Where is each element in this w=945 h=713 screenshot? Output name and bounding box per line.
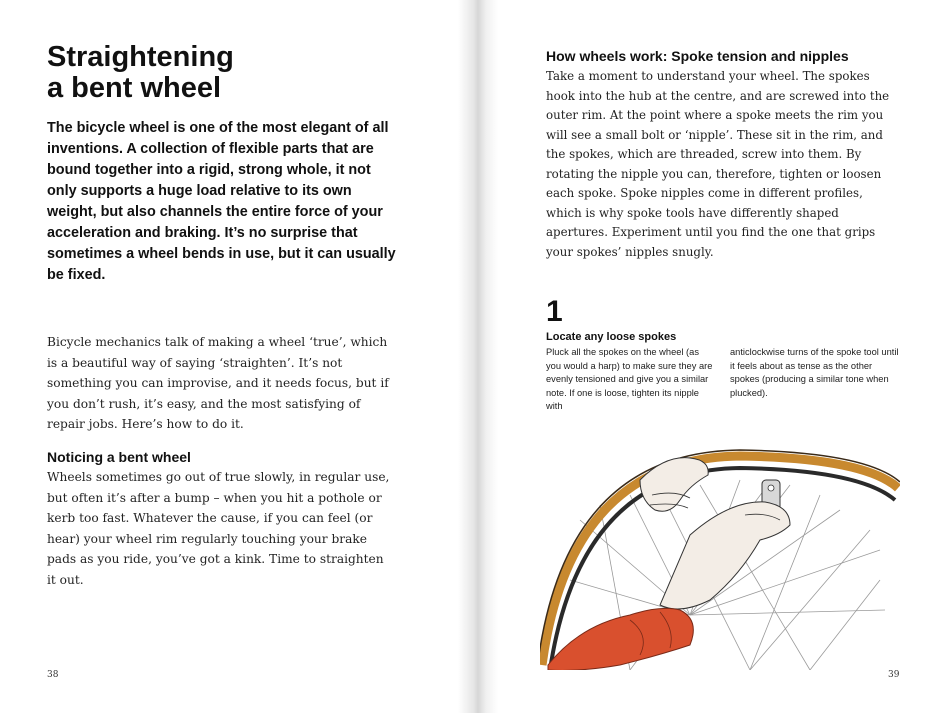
how-wheels-heading: How wheels work: Spoke tension and nipples bbox=[546, 48, 849, 64]
step-number: 1 bbox=[546, 295, 563, 328]
upper-hand bbox=[640, 458, 708, 512]
title-line-2: a bent wheel bbox=[47, 72, 222, 104]
step-text-column-1: Pluck all the spokes on the wheel (as you would a harp) to make sure they are evenly tensioned and give you a similar note. If one is loose, tighten its nipple with bbox=[546, 347, 713, 411]
step-title: Locate any loose spokes bbox=[546, 331, 677, 343]
lower-hand bbox=[660, 502, 790, 609]
red-sleeve bbox=[548, 608, 693, 670]
noticing-paragraph: Wheels sometimes go out of true slowly, in regular use, but often it’s after a bump – when you hit a pothole or kerb too fast. Whatever the cause, if you can feel (or hear) your wheel rim regularly touching your brake pads as you ride, you’ve got a kink. Time to straighten it out. bbox=[47, 470, 390, 587]
intro-paragraph: The bicycle wheel is one of the most elegant of all inventions. A collection of flexible parts that are bound together into a rigid, strong whole, it not only supports a huge load relative to its own weight, but also channels the entire force of your acceleration and braking. It’s no surprise that sometimes a wheel bends in use, but it can usually be fixed. bbox=[47, 120, 396, 283]
left-page bbox=[0, 0, 470, 713]
page-number-right: 39 bbox=[888, 670, 900, 680]
noticing-heading: Noticing a bent wheel bbox=[47, 449, 191, 465]
spine-shadow bbox=[458, 0, 498, 713]
page-number-left: 38 bbox=[47, 670, 59, 680]
how-wheels-paragraph: Take a moment to understand your wheel. The spokes hook into the hub at the centre, and are screwed into the outer rim. At the point where a spoke meets the rim you will see a small bolt or ‘nipple’. These sit in the rim, and the spokes, which are threaded, screw into them. By rotating the nipple you can, therefore, tighten or loosen each spoke. Spoke nipples come in different profiles, which is why spoke tools have differently shaped apertures. Experiment until you find the one that grips your spokes’ nipples snugly. bbox=[546, 69, 890, 259]
wheel-illustration bbox=[540, 440, 900, 670]
body-paragraph: Bicycle mechanics talk of making a wheel ‘true’, which is a beautiful way of saying ‘straighten’. It’s not something you can improvise, and it needs focus, but if you don’t rush, it’s easy, and the most satisfying of repair jobs. Here’s how to do it. bbox=[47, 335, 389, 431]
step-text-column-2: anticlockwise turns of the spoke tool until it feels about as tense as the other spokes (producing a similar tone when plucked). bbox=[730, 347, 899, 398]
title-line-1: Straightening bbox=[47, 41, 234, 73]
page-title bbox=[47, 42, 234, 104]
